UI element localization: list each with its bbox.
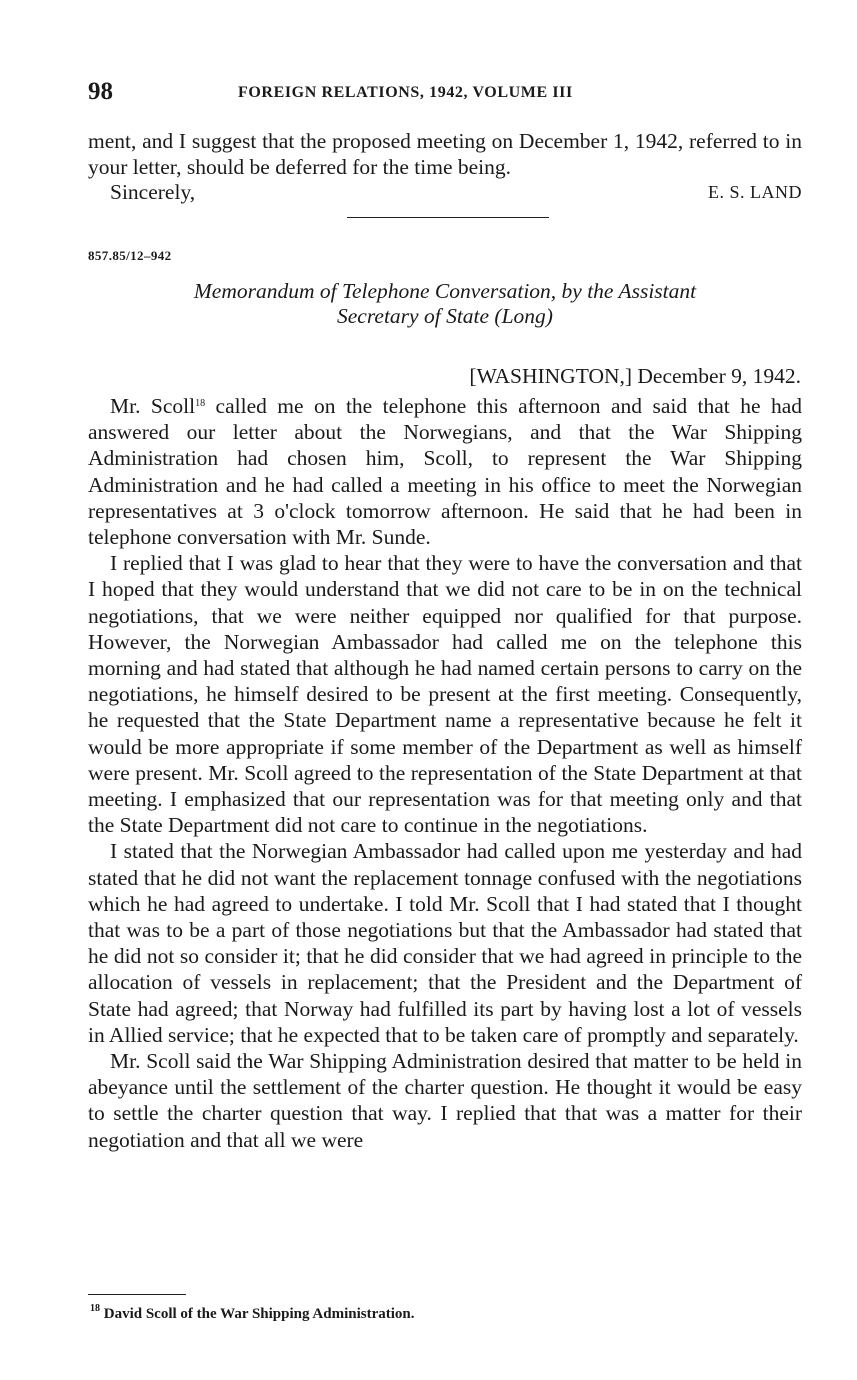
page-header	[88, 78, 804, 108]
paragraph-1-start: Mr. Scoll	[110, 394, 196, 418]
sign-off: Sincerely,	[110, 180, 196, 204]
paragraph-1	[88, 393, 802, 550]
page-number: 98	[88, 78, 113, 105]
document-title	[88, 279, 802, 329]
continuation-text: ment, and I suggest that the proposed meeting on December 1, 1942, referred to in your letter, should be deferred for the time being.	[88, 129, 802, 180]
letter-closing	[110, 180, 802, 208]
file-reference: 857.85/12–942	[88, 248, 172, 263]
paragraph-4: Mr. Scoll said the War Shipping Administration desired that matter to be held in abeyance until the settlement of the charter question. He thought it would be easy to settle the charter question that way. I replied that that was a matter for their negotiation and that all we were	[88, 1049, 802, 1152]
running-head: FOREIGN RELATIONS, 1942, VOLUME III	[238, 84, 573, 101]
signature: E. S. LAND	[708, 182, 802, 202]
paragraph-1-rest: called me on the telephone this afternoon and said that he had answered our letter about the Norwegians, and that the War Shipping Administration had chosen him, Scoll, to represent the War Shipping Administration and he had called a meeting in his office to meet the Norwegian representatives at 3 o'clock tomorrow afternoon. He said that he had been in telephone conversation with Mr. Sunde.	[88, 394, 802, 550]
title-line-2: Secretary of State (Long)	[337, 304, 553, 328]
dateline: [WASHINGTON,] December 9, 1942.	[469, 364, 801, 388]
title-line-1: Memorandum of Telephone Conversation, by the Assistant	[193, 279, 697, 303]
footnote-divider	[88, 1294, 186, 1295]
section-divider	[347, 217, 549, 218]
continued-paragraph	[88, 128, 802, 180]
paragraph-2: I replied that I was glad to hear that they were to have the conversation and that I hoped that they would understand that we did not care to be in on the technical negotiations, that we were neither equipped nor qualified for that purpose. However, the Norwegian Ambassador had called me on the telephone this morning and had stated that although he had named certain persons to carry on the negotiations, he himself desired to be present at the first meeting. Consequently, he requested that the State Department name a representative because he felt it would be more appropriate if some member of the Department as well as himself were present. Mr. Scoll agreed to the representation of the State Department at that meeting. I emphasized that our representation was for that meeting only and that the State Department did not care to continue in the negotiations.	[88, 551, 802, 838]
footnote	[90, 1303, 415, 1323]
footnote-ref: 18	[195, 398, 206, 409]
paragraph-3: I stated that the Norwegian Ambassador had called upon me yesterday and had stated that he did not want the replacement tonnage confused with the negotiations which he had agreed to undertake. I told Mr. Scoll that I had stated that I thought that was to be a part of those negotiations but that the Ambassador had stated that he did not so consider it; that he did consider that we had agreed in principle to the allocation of vessels in replacement; that the President and the Department of State had agreed; that Norway had fulfilled its part by having lost a lot of vessels in Allied service; that he expected that to be taken care of promptly and separately.	[88, 839, 802, 1047]
footnote-number: 18	[90, 1303, 100, 1314]
memorandum-body	[88, 393, 802, 1153]
footnote-text: David Scoll of the War Shipping Administration.	[100, 1306, 415, 1322]
